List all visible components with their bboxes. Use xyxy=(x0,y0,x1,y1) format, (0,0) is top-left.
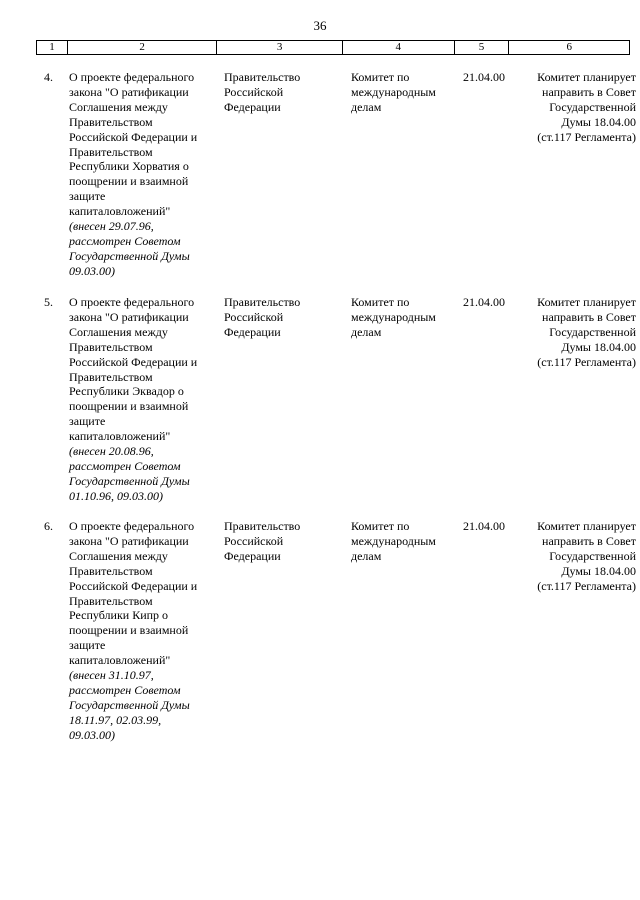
title-line: поощрении и взаимной xyxy=(69,623,189,638)
bill-author xyxy=(224,295,339,340)
author-line: Российской xyxy=(224,533,284,548)
plan-line: Комитет планирует xyxy=(537,295,636,309)
column-number-header xyxy=(36,40,630,55)
plan-line: Комитет планирует xyxy=(537,70,636,84)
plan-line: (ст.117 Регламента) xyxy=(537,354,636,369)
title-line: Российской Федерации и xyxy=(69,578,198,593)
responsible-committee xyxy=(351,295,461,340)
title-line: Российской Федерации и xyxy=(69,354,198,369)
submission-note-line: (внесен 29.07.96, xyxy=(69,219,154,234)
author-line: Федерации xyxy=(224,548,281,563)
title-line: Правительством xyxy=(69,369,153,384)
plan-line: Комитет планирует xyxy=(537,519,636,533)
committee-line: международным xyxy=(351,309,436,324)
entry-number: 5. xyxy=(44,295,53,309)
title-line: защите xyxy=(69,638,106,653)
title-line: поощрении и взаимной xyxy=(69,399,189,414)
submission-note-line: (внесен 31.10.97, xyxy=(69,668,154,683)
bill-author xyxy=(224,70,339,115)
title-line: Соглашения между xyxy=(69,324,168,339)
plan-line: Думы 18.04.00 xyxy=(561,563,636,578)
committee-line: международным xyxy=(351,84,436,99)
entry-number: 4. xyxy=(44,70,53,84)
title-line: О проекте федерального xyxy=(69,295,195,309)
title-line: О проекте федерального xyxy=(69,519,195,533)
column-number-1: 1 xyxy=(37,41,68,54)
submission-note-line: рассмотрен Советом xyxy=(69,458,181,473)
committee-line: Комитет по xyxy=(351,295,410,309)
bill-title xyxy=(69,295,219,504)
author-line: Правительство xyxy=(224,295,301,309)
title-line: Правительством xyxy=(69,144,153,159)
column-number-5: 5 xyxy=(455,41,510,54)
title-line: закона "О ратификации xyxy=(69,309,189,324)
author-line: Федерации xyxy=(224,324,281,339)
author-line: Правительство xyxy=(224,70,301,84)
plan-line: направить в Совет xyxy=(542,84,636,99)
plan-line: направить в Совет xyxy=(542,533,636,548)
plan-line: направить в Совет xyxy=(542,309,636,324)
plan-line: Думы 18.04.00 xyxy=(561,114,636,129)
plan-line: (ст.117 Регламента) xyxy=(537,129,636,144)
column-number-2: 2 xyxy=(68,41,218,54)
title-line: закона "О ратификации xyxy=(69,533,189,548)
submission-note-line: Государственной Думы xyxy=(69,248,190,263)
author-line: Российской xyxy=(224,84,284,99)
committee-plan xyxy=(516,295,636,370)
plan-line: Государственной xyxy=(549,99,636,114)
submission-note-line: 09.03.00) xyxy=(69,727,115,742)
committee-line: международным xyxy=(351,533,436,548)
committee-line: Комитет по xyxy=(351,519,410,533)
title-line: Соглашения между xyxy=(69,99,168,114)
title-line: Республики Кипр о xyxy=(69,608,169,623)
author-line: Правительство xyxy=(224,519,301,533)
submission-note-line: рассмотрен Советом xyxy=(69,233,181,248)
title-line: поощрении и взаимной xyxy=(69,174,189,189)
title-line: Российской Федерации и xyxy=(69,129,198,144)
title-line: Республики Эквадор о xyxy=(69,384,184,399)
plan-line: Государственной xyxy=(549,548,636,563)
consideration-date: 21.04.00 xyxy=(463,70,505,84)
bill-author xyxy=(224,519,339,564)
title-line: защите xyxy=(69,189,106,204)
title-line: капиталовложений" xyxy=(69,653,171,668)
submission-note-line: рассмотрен Советом xyxy=(69,682,181,697)
title-line: капиталовложений" xyxy=(69,429,171,444)
title-line: Соглашения между xyxy=(69,548,168,563)
bill-title xyxy=(69,70,219,279)
committee-line: делам xyxy=(351,548,382,563)
title-line: Правительством xyxy=(69,339,153,354)
title-line: Правительством xyxy=(69,114,153,129)
submission-note-line: (внесен 20.08.96, xyxy=(69,444,154,459)
consideration-date: 21.04.00 xyxy=(463,519,505,533)
entry-number: 6. xyxy=(44,519,53,533)
responsible-committee xyxy=(351,70,461,115)
column-number-6: 6 xyxy=(566,41,572,53)
title-line: О проекте федерального xyxy=(69,70,195,84)
submission-note-line: 09.03.00) xyxy=(69,263,115,278)
plan-line: Думы 18.04.00 xyxy=(561,339,636,354)
committee-line: Комитет по xyxy=(351,70,410,84)
author-line: Федерации xyxy=(224,99,281,114)
author-line: Российской xyxy=(224,309,284,324)
title-line: защите xyxy=(69,414,106,429)
consideration-date: 21.04.00 xyxy=(463,295,505,309)
committee-line: делам xyxy=(351,99,382,114)
bill-title xyxy=(69,519,219,743)
title-line: капиталовложений" xyxy=(69,204,171,219)
submission-note-line: 01.10.96, 09.03.00) xyxy=(69,488,163,503)
committee-plan xyxy=(516,519,636,594)
responsible-committee xyxy=(351,519,461,564)
submission-note-line: 18.11.97, 02.03.99, xyxy=(69,712,162,727)
title-line: Правительством xyxy=(69,593,153,608)
submission-note-line: Государственной Думы xyxy=(69,473,190,488)
committee-line: делам xyxy=(351,324,382,339)
plan-line: (ст.117 Регламента) xyxy=(537,578,636,593)
page-number: 36 xyxy=(313,18,327,33)
committee-plan xyxy=(516,70,636,145)
title-line: закона "О ратификации xyxy=(69,84,189,99)
column-number-3: 3 xyxy=(217,41,343,54)
title-line: Правительством xyxy=(69,563,153,578)
column-number-4: 4 xyxy=(343,41,455,54)
submission-note-line: Государственной Думы xyxy=(69,697,190,712)
plan-line: Государственной xyxy=(549,324,636,339)
title-line: Республики Хорватия о xyxy=(69,159,189,174)
